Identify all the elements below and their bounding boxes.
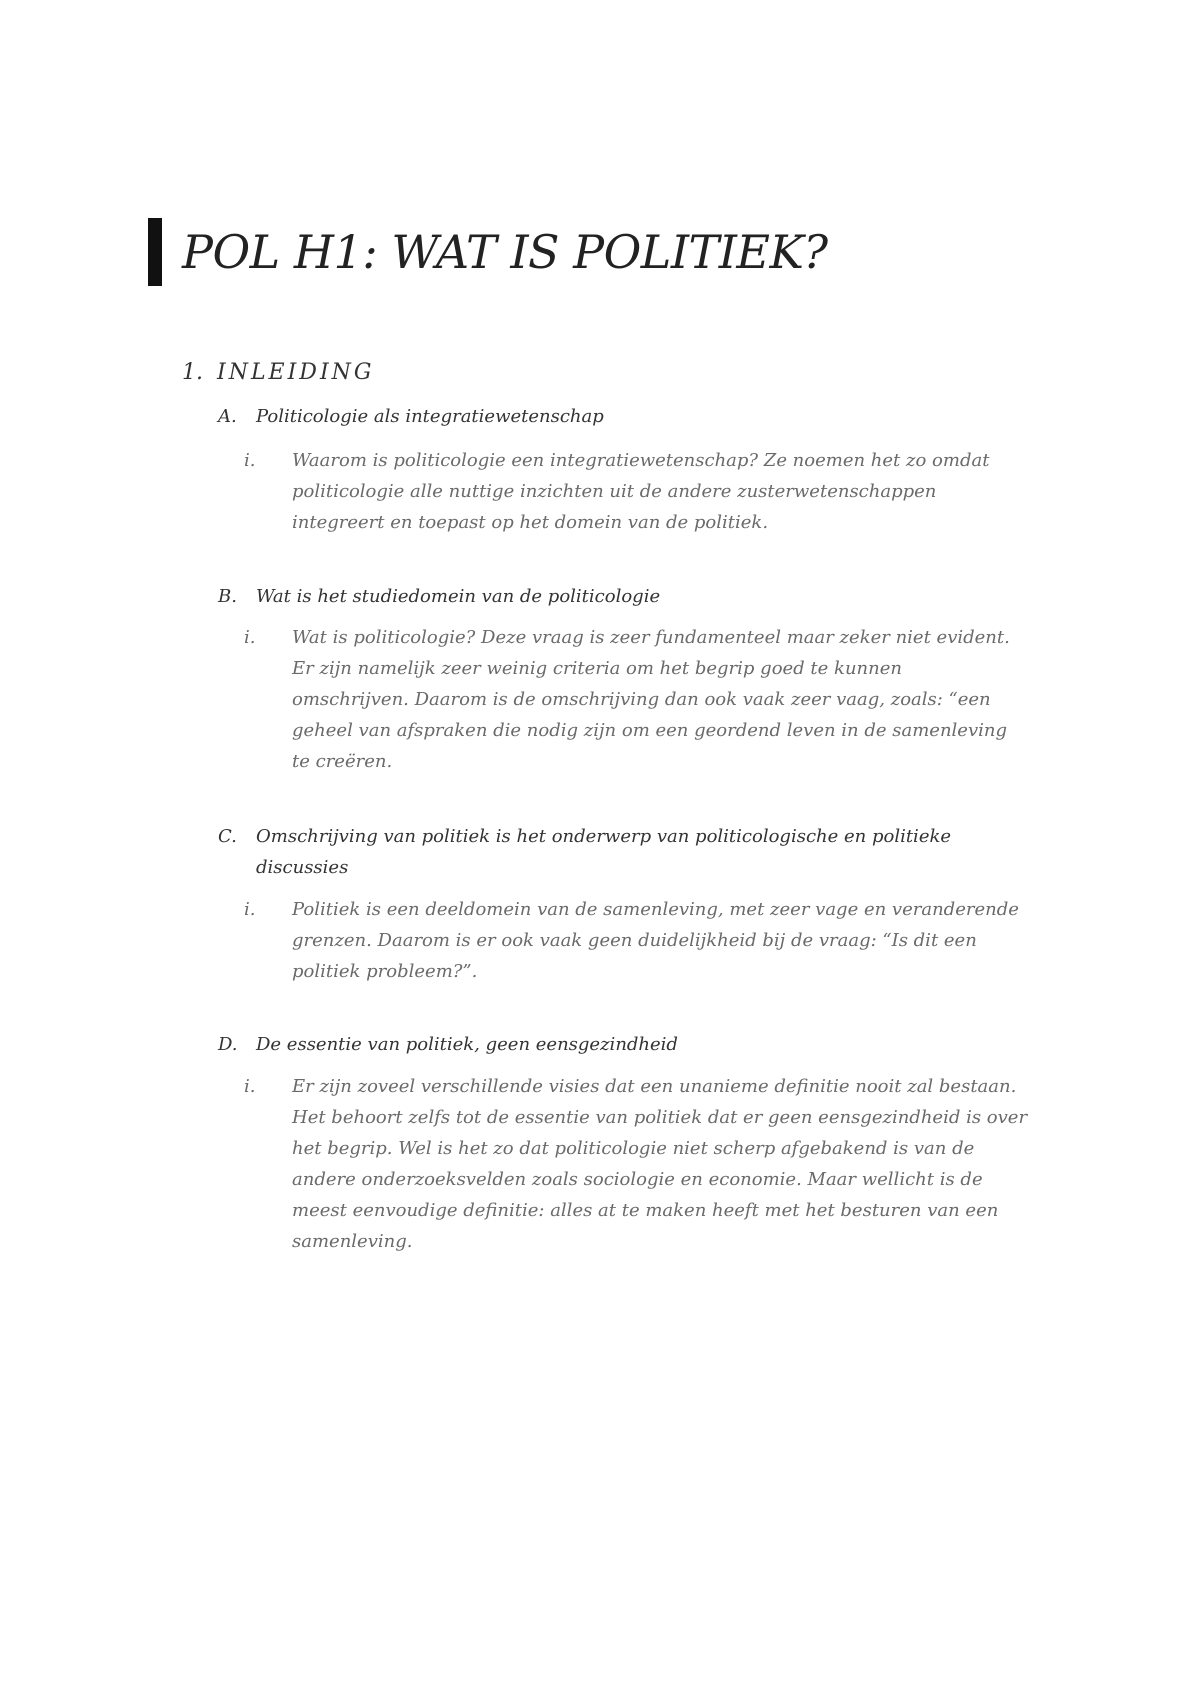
item-text: Er zijn zoveel verschillende visies dat een unanieme definitie nooit zal bestaan. Het behoort zelfs tot de essentie van politiek dat er geen eensgezindheid is over het begrip. Wel is het zo dat politicologie niet scherp afgebakend is van de andere onderzoeksvelden zoals sociologie en economie. Maar wellicht is de meest eenvoudige definitie: alles at te maken heeft met het besturen van een samenleving. [292,1076,1028,1252]
subsection-title: Wat is het studiedomein van de politicologie [256,586,661,607]
page-title: POL H1: WAT IS POLITIEK? [182,225,828,279]
subsection-title: Politicologie als integratiewetenschap [256,406,604,427]
list-item-b-i [244,622,1014,777]
list-item-c-i [244,894,1034,987]
subsection-letter: C. [218,826,237,847]
subsection-heading-a [218,401,978,432]
list-item-d-i [244,1071,1034,1257]
item-text: Waarom is politicologie een integratiewetenschap? Ze noemen het zo omdat politicologie alle nuttige inzichten uit de andere zusterwetenschappen integreert en toepast op het domein van de politiek. [292,450,990,533]
item-marker: i. [244,627,256,648]
title-block [148,218,827,286]
item-text: Politiek is een deeldomein van de samenleving, met zeer vage en veranderende grenzen. Daarom is er ook vaak geen duidelijkheid bij de vraag: “Is dit een politiek probleem?”. [292,899,1019,982]
title-accent-bar [148,218,162,286]
subsection-heading-d [218,1029,978,1060]
subsection-title: De essentie van politiek, geen eensgezindheid [256,1034,678,1055]
subsection-title: Omschrijving van politiek is het onderwerp van politicologische en politieke discussies [256,826,952,878]
subsection-letter: A. [218,406,237,427]
list-item-a-i [244,445,1014,538]
subsection-letter: B. [218,586,237,607]
item-marker: i. [244,1076,256,1097]
subsection-heading-b [218,581,978,612]
section-number: 1. [182,360,203,385]
item-marker: i. [244,450,256,471]
item-marker: i. [244,899,256,920]
subsection-heading-c [218,821,978,883]
section-title: INLEIDING [217,360,375,385]
section-heading [182,360,374,385]
item-text: Wat is politicologie? Deze vraag is zeer fundamenteel maar zeker niet evident. Er zijn namelijk zeer weinig criteria om het begrip goed te kunnen omschrijven. Daarom is de omschrijving dan ook vaak zeer vaag, zoals: “een geheel van afspraken die nodig zijn om een geordend leven in de samenleving te creëren. [292,627,1010,772]
subsection-letter: D. [218,1034,238,1055]
